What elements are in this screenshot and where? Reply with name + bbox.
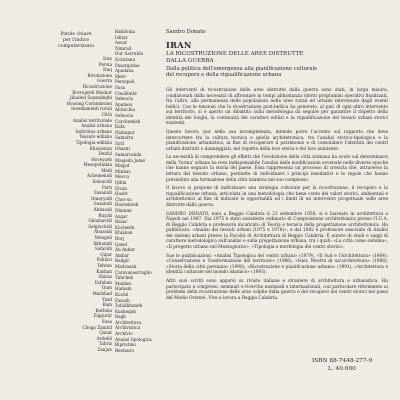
keyword-item: Qum — [101, 285, 112, 291]
keyword-item: Assur — [115, 40, 128, 46]
keyword-item: Zanjan — [97, 346, 112, 352]
keyword-item: Ghazni — [115, 146, 130, 152]
keyword-item: Minbar — [115, 168, 131, 174]
lead-text — [166, 66, 386, 78]
keyword-item: Samarcanda — [115, 152, 142, 158]
keyword-item: Abbasidi — [93, 207, 112, 213]
keyword-item: Restauro — [115, 347, 135, 353]
body-paragraph: Il lavoro si propone di individuare una strategia culturale per la ricostruzione, il recupero e la riqualificazione urbana, articolata in una metodologia che tiene conto dei valori storici, ambientali e architettonici al fine di indicare le opportunità ed i limiti di un intervento progettuale sulle aree distrutte dalla guerra. — [166, 186, 388, 208]
keyword-item: Abassidi — [94, 229, 112, 235]
keyword-item: Tehran — [97, 262, 112, 268]
keyword-item: Dhimmi — [115, 208, 132, 213]
keyword-item: Tohidkhaneh — [115, 303, 143, 309]
keyword-item: Seleucia — [115, 96, 134, 102]
keyword-item: Dezful — [98, 151, 112, 157]
keyword-item: Sasanidi — [93, 201, 112, 207]
keyword-item: Seleucidi — [92, 179, 112, 185]
keyword-item: Hasht — [115, 191, 128, 197]
keyword-item: Timcheh — [115, 275, 134, 281]
keyword-item: Persepoli — [115, 79, 135, 85]
book-title: IRAN — [166, 40, 192, 50]
keyword-item: Ecbatana — [115, 56, 135, 62]
keyword-item: Kufa — [115, 124, 125, 130]
keywords-column-2 — [115, 29, 163, 353]
keyword-item: Masjeda Jame' — [115, 157, 146, 163]
keyword-item: Kerbela — [95, 307, 112, 313]
keyword-item: Analisi urbana — [81, 123, 112, 129]
keyword-item: Ab Anbar — [115, 247, 135, 253]
keyword-item: Apadana — [115, 68, 134, 74]
keyword-item: Ilkhanidi — [93, 240, 112, 246]
keyword-item: Sirif — [115, 140, 125, 146]
body-paragraph: Gli interventi di ricostruzione delle aree distrutte dalla guerra sono stati, in larga misura, condizionati dalla necessità di affrontare in tempi abbastanza ridotti programmi operativi finalizzati, fra l'altro, alla permanenza delle popolazioni nelle aree rurali ed urbane interessate dagli eventi bellici. Con le tensioni che la ricostruzione post-bellica ha generato, al pari di ogni altro intervento sul territorio, si è aperto un dibattito sulla metodologia da seguire per garantire il rispetto della identità dei luoghi, la continuità dei caratteri edilizi e la riqualificazione dei tessuti urbani storici esistenti. — [166, 88, 388, 127]
keyword-item: Sasanidi — [93, 190, 112, 196]
keyword-item: Iraq — [103, 67, 112, 73]
keyword-item: Khiaban — [115, 230, 133, 236]
keyword-item: Chor-su — [115, 196, 132, 202]
keyword-item: Pasazh — [115, 297, 130, 303]
keyword-item: Housing Cornmission — [66, 100, 112, 106]
subtitle-line: DALLA GUERRA — [166, 57, 214, 64]
keyword-item: Achemenidi — [86, 173, 112, 179]
keyword-item: Maidan — [115, 280, 131, 286]
keyword-item: Medi — [101, 167, 112, 173]
keyword-item: Ardebil — [96, 335, 112, 341]
keyword-item: Ishtar — [115, 34, 128, 40]
keyword-item: Ripristino — [115, 342, 136, 348]
keyword-item: Individuo urbano — [75, 128, 112, 134]
keyword-item: Analisi territoriale — [72, 117, 112, 123]
body-paragraph: La necessità di comprendere gli effetti che l'evoluzione della città iraniana ha avuto sul determinarsi della 'forma' urbana ha reso indispensabile l'analisi delle modificazioni avvenute nelle diverse epoche che hanno segnato la storia del paese. Essa rappresenta un processo di crescita che, attraverso la lettura del tessuto urbano, permette di individuare i principi insediativi e le regole che hanno presieduto alla formazione della città islamica nel suo complesso. — [166, 155, 388, 183]
keyword-item: Buyidi — [98, 212, 112, 218]
keyword-item: Tipologia edilizia — [75, 139, 112, 145]
keyword-item: Nimrud — [115, 45, 132, 51]
keyword-item: Qanat — [99, 330, 112, 336]
keyword-item: Città — [101, 111, 112, 117]
keyword-item: Hosseinieh — [115, 202, 139, 208]
keyword-item: Esfahan — [94, 279, 112, 285]
keyword-item: Bazar — [115, 219, 128, 225]
keywords-column-1 — [64, 56, 112, 352]
keyword-item: Madrasah — [115, 263, 137, 269]
keyword-item: Mashhad — [92, 290, 112, 296]
keyword-item: Hamam — [115, 286, 132, 292]
keyword-item: Guerra — [96, 78, 112, 84]
keyword-item: Iran — [103, 56, 112, 61]
keyword-item: Kuché — [115, 291, 129, 297]
isbn: ISBN 88-7448-277-9 — [312, 358, 373, 364]
keyword-item: Choga Zambil — [82, 324, 112, 330]
keyword-item: Merv — [115, 73, 127, 79]
keyword-item: Badgir — [115, 258, 130, 264]
keyword-item: Borrujerdi Mashur — [72, 89, 112, 95]
keyword-item: Insediamenti rurali — [71, 106, 112, 112]
keyword-item: Mongoli — [94, 235, 112, 240]
keyword-item: Analisi tipologica — [115, 336, 152, 342]
keyword-item: Qibla — [115, 180, 127, 186]
keyword-item: Antiochia — [115, 107, 136, 113]
keyword-item: Selgiuchidi — [88, 223, 112, 229]
body-paragraph: Altri suoi scritti sono apparsi su riviste italiane e straniere di architettura e urbanistica. Ha partecipato a congressi, seminari e ricerche nazionali e internazionali, con particolare riferimento ai problemi della ricostruzione delle aree colpite dalla guerra e del recupero dei centri storici nei paesi del Medio Oriente. Vive e lavora a Reggio Calabria. — [166, 279, 388, 301]
keyword-item: Architettura — [115, 319, 142, 325]
keyword-item: Kusheqah — [115, 308, 136, 314]
keyword-item: Susa — [115, 84, 126, 90]
keyword-item: Khuzestan — [89, 145, 112, 151]
keyword-item: Jihaded Sazandeghi — [69, 95, 112, 101]
keyword-item: Kashan — [96, 268, 112, 274]
keywords-heading-line: Parole chiave — [60, 32, 92, 37]
keyword-item: Archivistica — [115, 325, 141, 331]
keyword-item: Ghaznavidi — [88, 218, 112, 224]
body-paragraph: Questo lavoro, pur nella sua incompletezza, intende porre l'accento sul rapporto che deve intercorrere fra la cultura tecnica e quella architettonica, tra l'analisi storico-tipologica e la pianificazione urbanistica, al fine di recuperare il patrimonio e di consolidare l'identità dei centri urbani distrutti o danneggiati, nel rispetto della loro storia e del loro ambiente. — [166, 130, 388, 152]
keyword-item: Pahlavi — [96, 257, 112, 263]
keyword-item: Parti — [101, 184, 112, 190]
price: L. 40.000 — [328, 366, 356, 372]
keyword-item: Shiraz — [98, 274, 112, 280]
keyword-item: Pasargadae — [115, 62, 140, 68]
keyword-item: Babilonia — [115, 29, 135, 34]
keyword-item: Hoveyzeh — [91, 156, 112, 162]
keyword-item: Ctesifonte — [115, 90, 137, 96]
book-subtitle — [166, 51, 386, 64]
body-paragraph: Sue le pubblicazioni: «Analisi Tipologica dei centri urbani» (1979), «Il Sud e l'Architettura» (1984), «Conservazione e Trasformazione del territorio» (1986), «Iran: Mostra di un'architettura» (1988), «Storia della città persiana» (1990), «Ricostruzione e pianificazione urbana» (1991), «Architettura e identità culturale nel mondo islamico» (1993). — [166, 253, 388, 276]
body-text — [166, 88, 388, 304]
keyword-item: Mecca — [115, 174, 129, 180]
keyword-item: Persia — [98, 61, 112, 67]
keyword-item: Tessuto edilizio — [79, 134, 112, 140]
keyword-item: Ricostruzione — [82, 83, 112, 89]
keyword-item: Nishapur — [115, 129, 135, 135]
keyword-item: Rivoluzione — [87, 72, 112, 78]
keyword-item: Kucheshi — [115, 224, 135, 230]
keywords-heading-line: per l'indice — [62, 37, 90, 43]
body-paragraph: SANDRO DONATO, nato a Reggio Calabria il 23 settembre 1958, si è laureato in architettura a Napoli nel 1987. Dal 1975 è stato assistente ordinario di Composizione architettonica presso l'I.U.A. di Reggio Calabria e professore incaricato di Teoria e tecnica della progettazione architettonica. Ha pubblicato: «Analisi dei tessuti urbani (1975 e 1978)», e dal 1982 è professore associato di Analisi dei sistemi urbani presso la Facoltà di Architettura di Reggio Calabria. È autore di studi e saggi di carattere metodologico sull'analisi e sulla progettazione urbana, tra i quali: «La città come sistema», «Il progetto urbano nel Mezzogiorno», «Tipologia e morfologia dei centri storici». — [166, 211, 388, 250]
keyword-item: Tabriz — [98, 341, 112, 347]
keyword-item: Ambar — [115, 252, 130, 258]
keyword-item: Yazd — [102, 296, 112, 302]
keyword-item: Azgar — [115, 213, 128, 219]
keyword-item: Safavidi — [94, 246, 112, 252]
lead-line: Dalla politica dell'emergenza alla pianificazione culturale — [166, 66, 318, 72]
keyword-item: Borj — [115, 235, 124, 241]
keyword-item: Mesopotamia — [83, 162, 112, 168]
keywords-heading-line: computerizzato — [57, 43, 94, 49]
keyword-item: Eivan — [115, 185, 127, 191]
lead-line: del recupero e della riqualificazione urbana — [166, 72, 282, 79]
keyword-item: Carchemish — [115, 118, 141, 124]
keyword-item: Omayyadi — [90, 195, 112, 201]
subtitle-line: LA RICOSTRUZIONE DELLE AREE DISTRUTTE — [166, 51, 304, 57]
keyword-item: Bam — [102, 302, 112, 308]
keyword-item: Archivio — [115, 331, 133, 337]
keyword-item: Qajar — [100, 251, 112, 257]
keyword-item: Bagh — [115, 314, 126, 320]
keyword-item: Dur Sarrukin — [115, 51, 144, 57]
keyword-item: Susa — [101, 318, 112, 324]
keyword-item: Ziggurat — [93, 313, 112, 319]
keyword-item: Maqsd — [115, 163, 130, 169]
keyword-item: Gawd — [115, 241, 128, 247]
author-name: Sandro Donato — [166, 29, 206, 35]
keyword-item: Caravanserraglio — [115, 269, 152, 275]
keyword-item: Samarra — [115, 135, 134, 141]
keyword-item: Seleucia — [115, 112, 134, 118]
keyword-item: Apamea — [115, 101, 133, 107]
keywords-heading — [45, 32, 107, 49]
